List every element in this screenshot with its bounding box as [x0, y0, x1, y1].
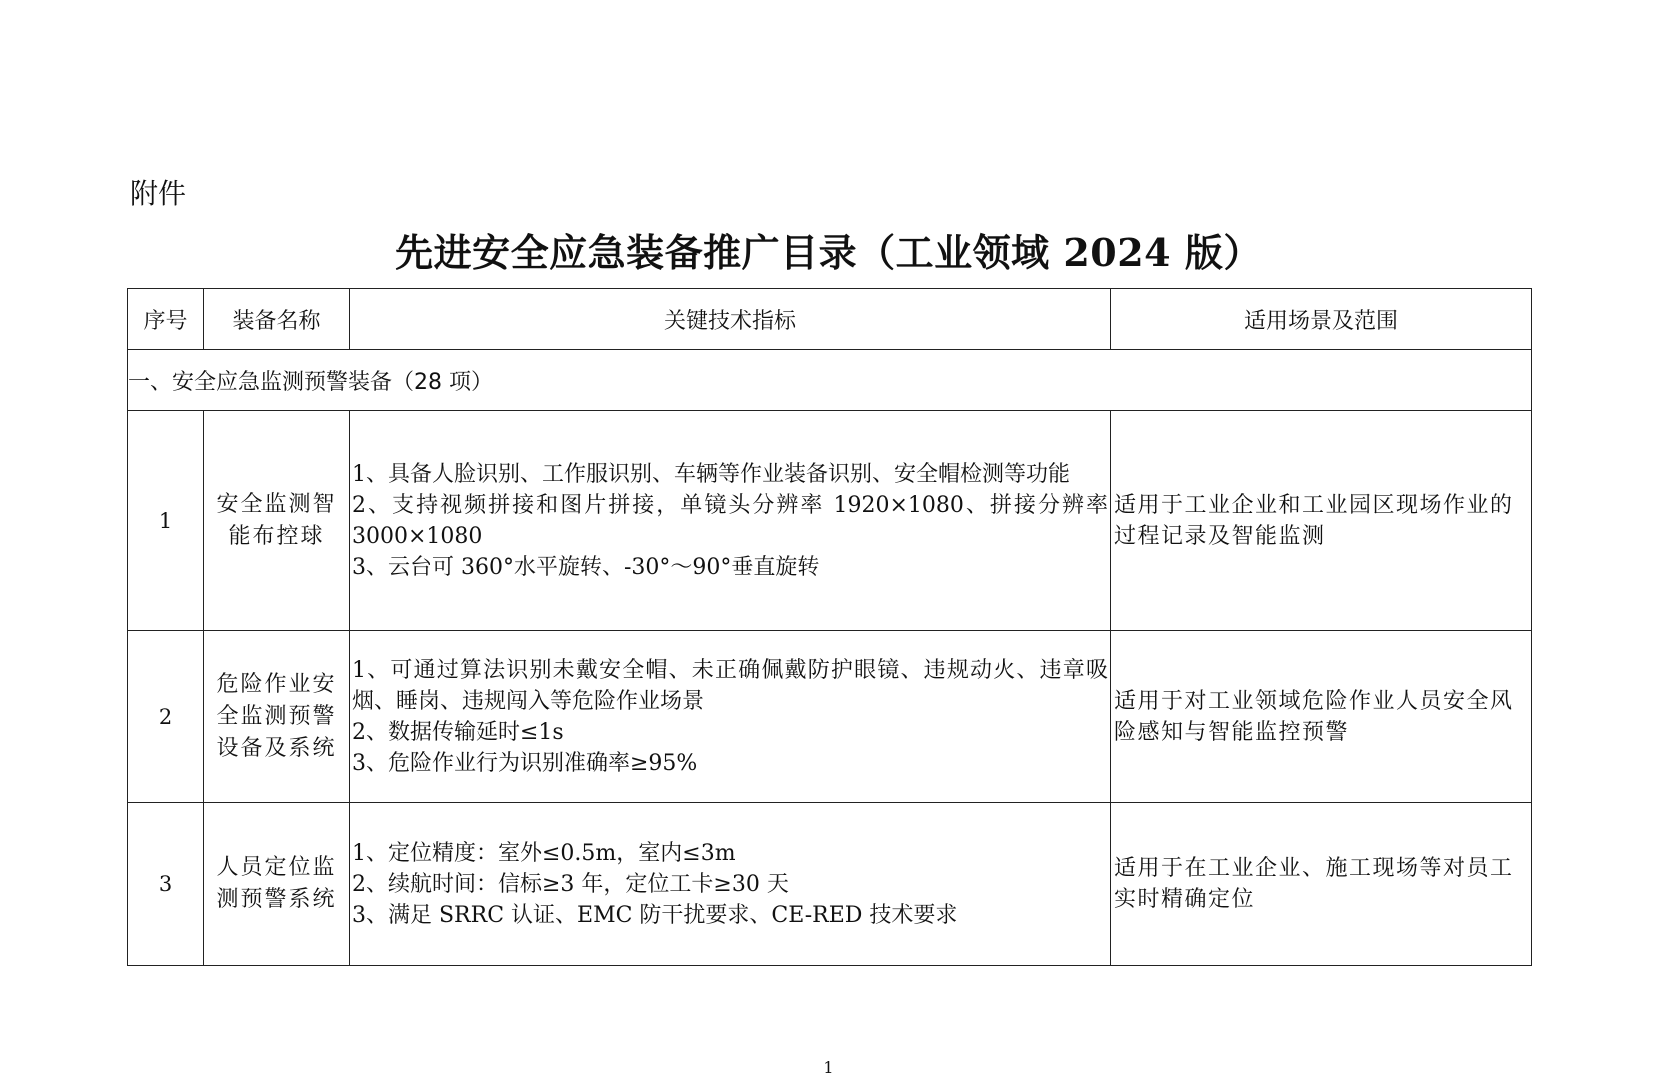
spec-item: 1、可通过算法识别未戴安全帽、未正确佩戴防护眼镜、违规动火、违章吸烟、睡岗、违规闯入等危险作业场景 [352, 657, 1108, 714]
row-seq: 2 [128, 631, 204, 803]
row-scope: 适用于在工业企业、施工现场等对员工实时精确定位 [1111, 803, 1532, 966]
row-seq: 3 [128, 803, 204, 966]
table-row [128, 411, 1532, 631]
section-row [128, 350, 1532, 411]
spec-item: 3、云台可 360°水平旋转、-30°～90°垂直旋转 [352, 554, 820, 580]
spec-item: 3、危险作业行为识别准确率≥95% [352, 750, 698, 776]
spec-item: 2、数据传输延时≤1s [352, 719, 564, 745]
header-name: 装备名称 [204, 289, 350, 350]
table-header-row [128, 289, 1532, 350]
row-specs [350, 411, 1111, 631]
header-scope: 适用场景及范围 [1111, 289, 1532, 350]
row-scope: 适用于对工业领域危险作业人员安全风险感知与智能监控预警 [1111, 631, 1532, 803]
row-seq: 1 [128, 411, 204, 631]
spec-item: 2、支持视频拼接和图片拼接，单镜头分辨率 1920×1080、拼接分辨率 3000×1080 [352, 492, 1108, 549]
row-scope: 适用于工业企业和工业园区现场作业的过程记录及智能监测 [1111, 411, 1532, 631]
document-title: 先进安全应急装备推广目录（工业领域 2024 版） [395, 230, 1262, 275]
spec-item: 2、续航时间：信标≥3 年，定位工卡≥30 天 [352, 871, 789, 897]
spec-item: 1、具备人脸识别、工作服识别、车辆等作业装备识别、安全帽检测等功能 [352, 461, 1070, 487]
spec-item: 3、满足 SRRC 认证、EMC 防干扰要求、CE-RED 技术要求 [352, 902, 958, 928]
equipment-catalog-table [127, 288, 1532, 966]
spec-item: 1、定位精度：室外≤0.5m，室内≤3m [352, 840, 736, 866]
header-specs: 关键技术指标 [350, 289, 1111, 350]
page-number: 1 [823, 1058, 834, 1077]
row-equipment-name: 安全监测智能布控球 [204, 411, 350, 631]
row-equipment-name: 危险作业安全监测预警设备及系统 [204, 631, 350, 803]
table-row [128, 631, 1532, 803]
section-title: 一、安全应急监测预警装备（28 项） [128, 350, 1532, 411]
table-row [128, 803, 1532, 966]
row-specs [350, 803, 1111, 966]
attachment-label: 附件 [130, 177, 187, 210]
header-seq: 序号 [128, 289, 204, 350]
row-specs [350, 631, 1111, 803]
row-equipment-name: 人员定位监测预警系统 [204, 803, 350, 966]
